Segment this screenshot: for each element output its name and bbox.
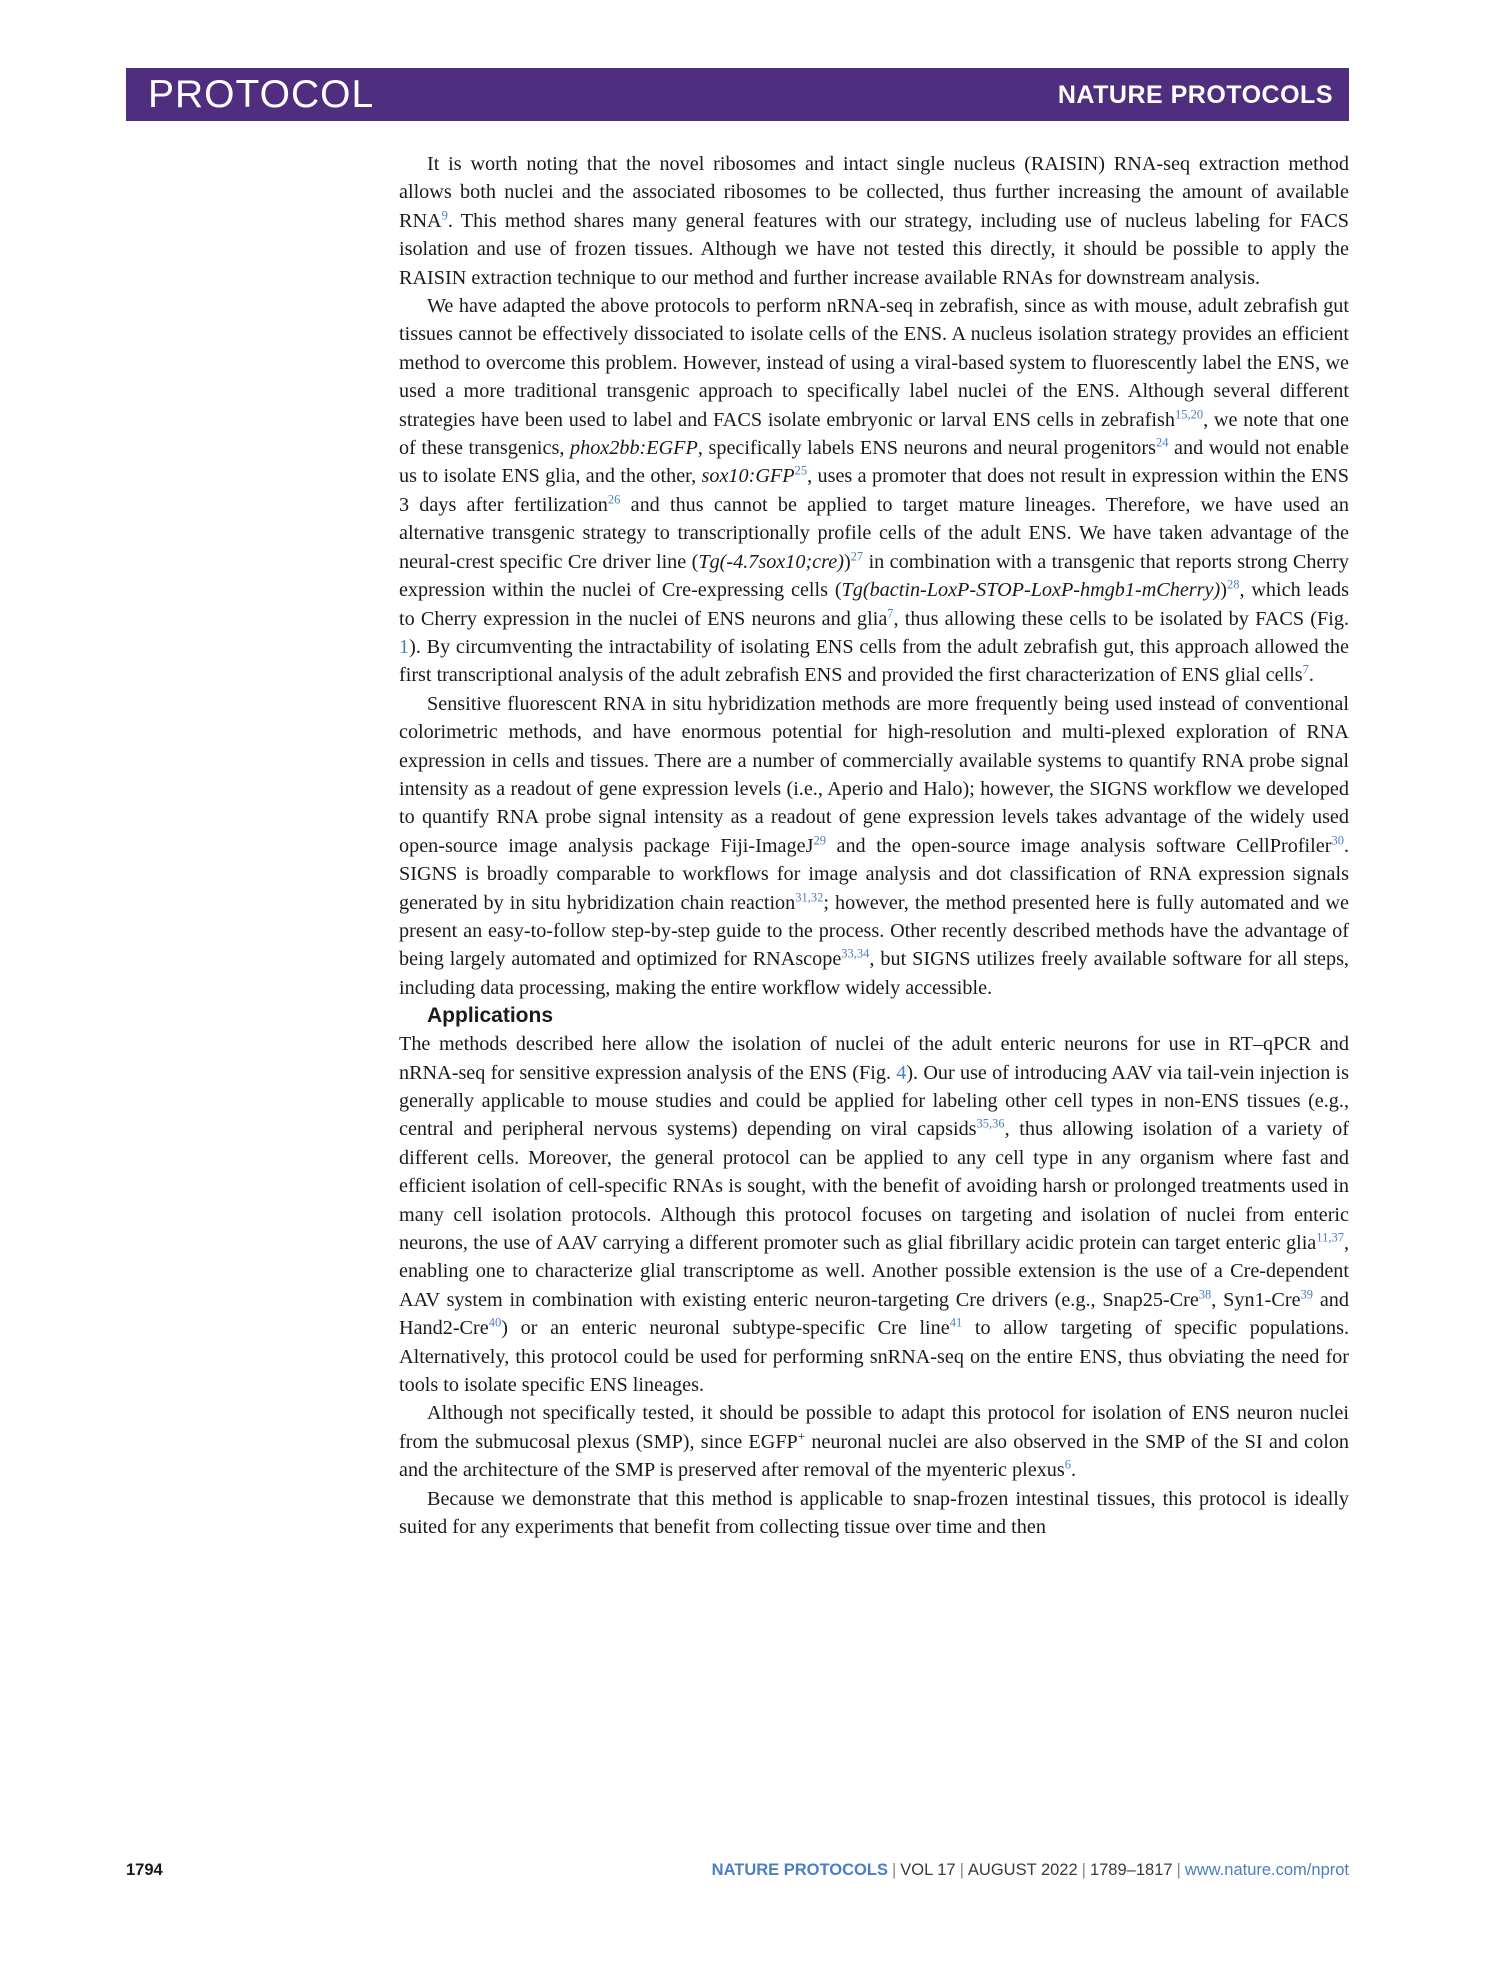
citation-link[interactable]: 11,37	[1316, 1230, 1344, 1245]
paragraph-smp: Although not specifically tested, it should be possible to adapt this protocol for isolation of ENS neuron nuclei from the submucosal plexus (SMP), since EGFP+ neuronal nuclei are also observed in the SMP of the SI and colon and the architecture of the SMP is preserved after removal of the myenteric plexus$^6$.	[399, 1402, 1350, 1482]
footer-volume: VOL 17	[900, 1861, 956, 1879]
citation-link[interactable]: 7	[1302, 662, 1309, 677]
citation-link[interactable]: 39	[1300, 1287, 1314, 1302]
footer-citation: NATURE PROTOCOLS | VOL 17 | AUGUST 2022 | 1789–1817 | www.nature.com/nprot	[711, 1861, 1349, 1879]
paragraph-applications: The methods described here allow the isolation of nuclei of the adult enteric neurons for use in RT–qPCR and nRNA-seq for sensitive expression analysis of the ENS (Fig. 4). Our use of introducing AAV via tail-vein injection is generally applicable to mouse studies and could be applied for labeling other cell types in non-ENS tissues (e.g., central and peripheral nervous systems) depending on viral capsids$^{35,36}$, thus allowing isolation of a variety of different cells. Moreover, the general protocol can be applied to any cell type in any organism where fast and efficient isolation of cell-specific RNAs is sought, with the benefit of avoiding harsh or prolonged treatments used in many cell isolation protocols. Although this protocol focuses on targeting and isolation of nuclei from enteric neurons, the use of AAV carrying a different promoter such as glial fibrillary acidic protein can target enteric glia$^{11,37}$, enabling one to characterize glial transcriptome as well. Another possible extension is the use of a Cre-dependent AAV system in combination with existing enteric neuron-targeting Cre drivers (e.g., Snap25-Cre$^{38}$, Syn1-Cre$^{39}$ and Hand2-Cre$^{40}$) or an enteric neuronal subtype-specific Cre line$^{41}$ to allow targeting of specific populations. Alternatively, this protocol could be used for performing snRNA-seq on the entire ENS, thus obviating the need for tools to isolate specific ENS lineages.	[399, 1033, 1349, 1397]
applications-heading: Applications	[427, 1004, 554, 1028]
citation-link[interactable]: 33,34	[841, 946, 870, 961]
citation-link[interactable]: 25	[794, 463, 808, 478]
header-bar	[126, 68, 1349, 121]
citation-link[interactable]: 15,20	[1174, 406, 1204, 421]
footer-journal-name: NATURE PROTOCOLS	[711, 1861, 888, 1879]
paragraph-snap-frozen: Because we demonstrate that this method is applicable to snap-frozen intestinal tissues, this protocol is ideally suited for any experiments that benefit from collecting tissue over time and then	[399, 1487, 1349, 1539]
footer-pages: 1789–1817	[1089, 1861, 1173, 1879]
citation-link[interactable]: 28	[1226, 577, 1240, 592]
citation-link[interactable]: 31,32	[795, 889, 824, 904]
citation-link[interactable]: 40	[488, 1315, 502, 1330]
paragraph-zebrafish: We have adapted the above protocols to perform nRNA-seq in zebrafish, since as with mouse, adult zebrafish gut tissues cannot be effectively dissociated to isolate cells of the ENS. A nucleus isolation strategy provides an efficient method to overcome this problem. However, instead of using a viral-based system to fluorescently label the ENS, we used a more traditional transgenic approach to specifically label nuclei of the ENS. Although several different strategies have been used to label and FACS isolate embryonic or larval ENS cells in zebrafish$^{15,20}$, we note that one of these transgenics, phox2bb:EGFP, specifically labels ENS neurons and neural progenitors$^{24}$ and would not enable us to isolate ENS glia, and the other, sox10:GFP$^{25}$, uses a promoter that does not result in expression within the ENS 3 days after fertilization$^{26}$ and thus cannot be applied to target mature lineages. Therefore, we have used an alternative transgenic strategy to transcriptionally profile cells of the adult ENS. We have taken advantage of the neural-crest specific Cre driver line (Tg(-4.7sox10;cre))$^{27}$ in combination with a transgenic that reports strong Cherry expression within the nuclei of Cre-expressing cells (Tg(bactin-LoxP-STOP-LoxP-hmgb1-mCherry))$^{28}$, which leads to Cherry expression in the nuclei of ENS neurons and glia$^7$, thus allowing these cells to be isolated by FACS (Fig. 1). By circumventing the intractability of isolating ENS cells from the adult zebrafish gut, this approach allowed the first transcriptional analysis of the adult zebrafish ENS and provided the first characterization of ENS glial cells$^7$.	[399, 295, 1349, 687]
citation-link[interactable]: 30	[1331, 833, 1344, 848]
citation-link[interactable]: 27	[850, 548, 864, 563]
citation-link[interactable]: 7	[887, 605, 894, 620]
citation-link[interactable]: 24	[1155, 435, 1169, 450]
citation-link[interactable]: 35,36	[976, 1116, 1005, 1131]
article-body	[399, 150, 1349, 1542]
paragraph-raisin: It is worth noting that the novel ribosomes and intact single nucleus (RAISIN) RNA-seq extraction method allows both nuclei and the associated ribosomes to be collected, thus further increasing the amount of available RNA$^9$. This method shares many general features with our strategy, including use of nucleus labeling for FACS isolation and use of frozen tissues. Although we have not tested this directly, it should be possible to apply the RAISIN extraction technique to our method and further increase available RNAs for downstream analysis.	[399, 153, 1349, 289]
citation-link[interactable]: 29	[813, 833, 826, 848]
citation-link[interactable]: 26	[607, 492, 621, 507]
journal-url-link[interactable]: www.nature.com/nprot	[1184, 1861, 1349, 1879]
page-number: 1794	[126, 1861, 163, 1879]
citation-link[interactable]: 9	[441, 208, 448, 223]
citation-link[interactable]: 6	[1064, 1457, 1072, 1472]
section-label: PROTOCOL	[148, 73, 375, 116]
figure-link[interactable]: 1	[399, 635, 410, 658]
paragraph-signs: Sensitive fluorescent RNA in situ hybridization methods are more frequently being used instead of conventional colorimetric methods, and have enormous potential for high-resolution and multi-plexed exploration of RNA expression in cells and tissues. There are a number of commercially available systems to quantify RNA probe signal intensity as a readout of gene expression levels (i.e., Aperio and Halo); however, the SIGNS workflow we developed to quantify RNA probe signal intensity as a readout of gene expression levels takes advantage of the widely used open-source image analysis package Fiji-ImageJ$^{29}$ and the open-source image analysis software CellProfiler$^{30}$. SIGNS is broadly comparable to workflows for image analysis and dot classification of RNA expression signals generated by in situ hybridization chain reaction$^{31,32}$; however, the method presented here is fully automated and we present an easy-to-follow step-by-step guide to the process. Other recently described methods have the advantage of being largely automated and optimized for RNAscope$^{33,34}$, but SIGNS utilizes freely available software for all steps, including data processing, making the entire workflow widely accessible.	[399, 692, 1349, 999]
citation-link[interactable]: 38	[1198, 1287, 1212, 1302]
journal-label: NATURE PROTOCOLS	[1057, 81, 1333, 109]
figure-link[interactable]: 4	[896, 1061, 907, 1084]
footer-date: AUGUST 2022	[967, 1861, 1078, 1879]
citation-link[interactable]: 41	[949, 1315, 963, 1330]
